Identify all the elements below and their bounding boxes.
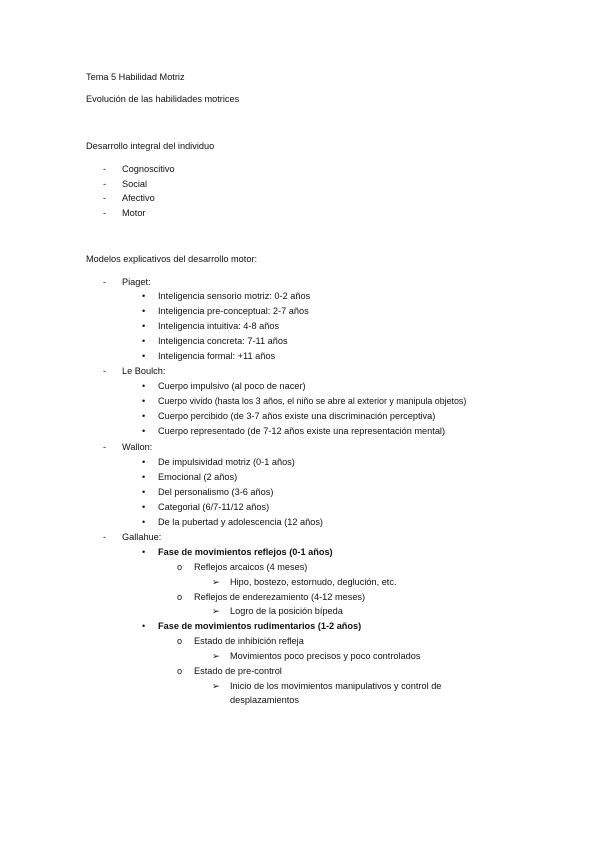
doc-subtitle: Evolución de las habilidades motrices	[86, 94, 240, 104]
bullet-marker: •	[142, 306, 146, 316]
list-item: Cuerpo vivido (hasta los 3 años, el niño se abre al exterior y manipula objetos)	[158, 396, 467, 406]
bullet-marker: •	[142, 396, 146, 406]
dash-marker: -	[103, 164, 107, 174]
bullet-marker: •	[142, 381, 146, 391]
list-item: Del personalismo (3-6 años)	[158, 487, 274, 497]
dash-marker: -	[103, 532, 107, 542]
phase-heading: Fase de movimientos rudimentarios (1-2 años)	[158, 621, 362, 631]
list-item: Cognoscitivo	[122, 164, 175, 174]
arrow-marker: ➢	[212, 651, 220, 661]
list-item: De la pubertad y adolescencia (12 años)	[158, 517, 323, 527]
list-item: Cuerpo impulsivo (al poco de nacer)	[158, 381, 306, 391]
list-item: Inteligencia concreta: 7-11 años	[158, 336, 288, 346]
model-label: Wallon:	[122, 442, 153, 452]
bullet-marker: •	[142, 457, 146, 467]
dash-marker: -	[103, 193, 107, 203]
model-label: Le Boulch:	[122, 366, 166, 376]
list-item: Reflejos arcaicos (4 meses)	[194, 562, 308, 572]
phase-heading: Fase de movimientos reflejos (0-1 años)	[158, 547, 333, 557]
bullet-marker: •	[142, 547, 146, 557]
bullet-marker: •	[142, 517, 146, 527]
list-item: Inteligencia pre-conceptual: 2-7 años	[158, 306, 309, 316]
section-heading: Desarrollo integral del individuo	[86, 141, 215, 151]
section-heading: Modelos explicativos del desarrollo motor:	[86, 254, 258, 264]
bullet-marker: •	[142, 291, 146, 301]
circle-marker: o	[177, 562, 183, 572]
list-item: Inteligencia intuitiva: 4-8 años	[158, 321, 280, 331]
list-item: Inicio de los movimientos manipulativos y control de	[230, 681, 442, 691]
list-item: Categorial (6/7-11/12 años)	[158, 502, 270, 512]
circle-marker: o	[177, 592, 183, 602]
list-item: Inteligencia sensorio motriz: 0-2 años	[158, 291, 311, 301]
list-item: Emocional (2 años)	[158, 472, 238, 482]
doc-title: Tema 5 Habilidad Motriz	[86, 72, 185, 82]
bullet-marker: •	[142, 321, 146, 331]
bullet-marker: •	[142, 621, 146, 631]
list-item: Logro de la posición bípeda	[230, 606, 343, 616]
dash-marker: -	[103, 366, 107, 376]
dash-marker: -	[103, 208, 107, 218]
list-item: Cuerpo representado (de 7-12 años existe una representación mental)	[158, 426, 446, 436]
bullet-marker: •	[142, 336, 146, 346]
bullet-marker: •	[142, 502, 146, 512]
list-item: De impulsividad motriz (0-1 años)	[158, 457, 295, 467]
dash-marker: -	[103, 442, 107, 452]
list-item: Hipo, bostezo, estornudo, deglución, etc.	[230, 577, 397, 587]
arrow-marker: ➢	[212, 606, 220, 616]
list-item: Estado de inhibición refleja	[194, 636, 304, 646]
list-item: Reflejos de enderezamiento (4-12 meses)	[194, 592, 366, 602]
model-label: Gallahue:	[122, 532, 162, 542]
list-item: Estado de pre-control	[194, 666, 282, 676]
list-item-continuation: desplazamientos	[230, 695, 299, 705]
list-item: Afectivo	[122, 193, 155, 203]
bullet-marker: •	[142, 411, 146, 421]
arrow-marker: ➢	[212, 681, 220, 691]
arrow-marker: ➢	[212, 577, 220, 587]
bullet-marker: •	[142, 351, 146, 361]
bullet-marker: •	[142, 472, 146, 482]
list-item: Inteligencia formal: +11 años	[158, 351, 276, 361]
list-item: Movimientos poco precisos y poco controlados	[230, 651, 421, 661]
bullet-marker: •	[142, 487, 146, 497]
circle-marker: o	[177, 636, 183, 646]
list-item: Motor	[122, 208, 146, 218]
list-item: Social	[122, 179, 148, 189]
dash-marker: -	[103, 277, 107, 287]
model-label: Piaget:	[122, 277, 151, 287]
bullet-marker: •	[142, 426, 146, 436]
dash-marker: -	[103, 179, 107, 189]
list-item: Cuerpo percibido (de 3-7 años existe una discriminación perceptiva)	[158, 411, 436, 421]
circle-marker: o	[177, 666, 183, 676]
